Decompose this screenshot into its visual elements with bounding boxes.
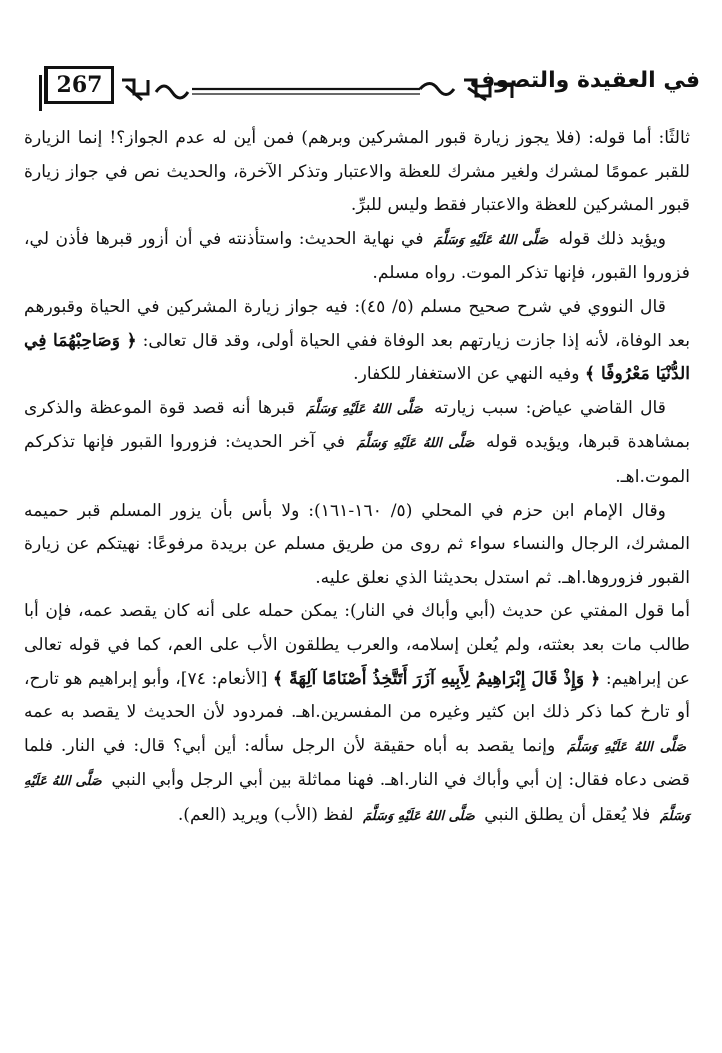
pbuh-ligature: صَلَّى اللهُ عَلَيْهِ وَسَلَّمَ [306,401,423,417]
paragraph-4-text-b: قبرها أنه قصد قوة الموعظة والذكرى بمشاهدة قبرها، ويؤيده قوله [24,397,690,453]
paragraph-2-text-a: ويؤيد ذلك قوله [558,228,667,249]
pbuh-ligature: صَلَّى اللهُ عَلَيْهِ وَسَلَّمَ [356,436,475,452]
running-title: في العقيدة والتصوف [469,68,700,93]
pbuh-ligature: صَلَّى اللهُ عَلَيْهِ وَسَلَّمَ [567,739,687,755]
paragraph-4-text-a: قال القاضي عياض: سبب زيارته [434,397,667,418]
page-number: 267 [44,66,114,104]
paragraph-3 [24,291,690,392]
paragraph-6-text-b: [الأنعام: ٧٤]، وأبو إبراهيم هو تارح، أو تارخ كما ذكر ذلك ابن كثير وغيره من المفسرين.اهـ. فمردود لأن الحديث لا يقصد به عمه [24,668,690,723]
paragraph-3-text-a: قال النووي في شرح صحيح مسلم (٥/ ٤٥): فيه جواز زيارة المشركين في الحياة وقبورهم بعد الوفاة، لأنه إذا جازت زيارتهم بعد الوفاة ففي الحياة أولى، وقد قال تعالى: [24,296,690,351]
quran-verse: ﴿ وَصَاحِبْهُمَا فِي الدُّنْيَا مَعْرُوفًا ﴾ [24,330,690,385]
paragraph-4-text-c: في آخر الحديث: فزوروا القبور فإنها تذكركم الموت.اهـ. [24,432,690,487]
paragraph-6-text-c: وإنما يقصد به أباه حقيقة لأن الرجل سأله: أين أبي؟ قال: في النار. فلما قضى دعاه فقال: إن أبي وأباك في النار.اهـ. فهنا مماثلة بين أبي الرجل وأبي النبي [24,735,691,791]
quran-verse: ﴿ وَإِذْ قَالَ إِبْرَاهِيمُ لِأَبِيهِ آزَرَ أَتَتَّخِذُ أَصْنَامًا آلِهَةً ﴾ [273,668,601,689]
page-body [24,122,690,833]
paragraph-6 [24,595,690,833]
pbuh-ligature: صَلَّى اللهُ عَلَيْهِ وَسَلَّمَ [363,808,475,824]
paragraph-3-text-b: وفيه النهي عن الاستغفار للكفار. [353,364,580,385]
paragraph-6-text-a: أما قول المفتي عن حديث (أبي وأباك في النار): يمكن حمله على أنه كان يقصد عمه، فإن أبا طالب مات بعد بعثته، ولم يُعلن إسلامه، والعرب يطلقون الأب على العم، كما في قوله تعالى عن إبراهيم: [24,601,690,689]
pbuh-ligature: صَلَّى اللهُ عَلَيْهِ وَسَلَّمَ [24,774,690,824]
page-header [28,66,700,116]
paragraph-2 [24,223,690,291]
paragraph-2-text-b: في نهاية الحديث: واستأذنته في أن أزور قبرها فأذن لي، فزوروا القبور، فإنها تذكر الموت. رواه مسلم. [24,228,690,284]
paragraph-5: وقال الإمام ابن حزم في المحلي (٥/ ١٦٠-١٦١): ولا بأس بأن يزور المسلم قبر حميمه المشرك، الرجال والنساء سواء ثم روى من طريق مسلم عن بريدة مرفوعًا: نهيتكم عن زيارة القبور فزوروها.اهـ. ثم استدل بحديثنا الذي نعلق عليه. [24,500,690,588]
paragraph-4 [24,392,690,495]
paragraph-1: ثالثًا: أما قوله: (فلا يجوز زيارة قبور المشركين وبرهم) فمن أين له عدم الجواز؟! إنما الزيارة للقبر عمومًا لمشرك ولغير مشرك للعظة والاعتبار وتذكر الآخرة، والحديث نص في جواز زيارة قبور المشركين للعظة والاعتبار فقط وليس للبرِّ. [24,128,690,216]
pbuh-ligature: صَلَّى اللهُ عَلَيْهِ وَسَلَّمَ [433,232,549,248]
header-ornament [120,74,520,104]
paragraph-6-text-d: فلا يُعقل أن يطلق النبي [484,804,651,825]
paragraph-6-text-e: لفظ (الأب) ويريد (العم). [177,804,354,825]
